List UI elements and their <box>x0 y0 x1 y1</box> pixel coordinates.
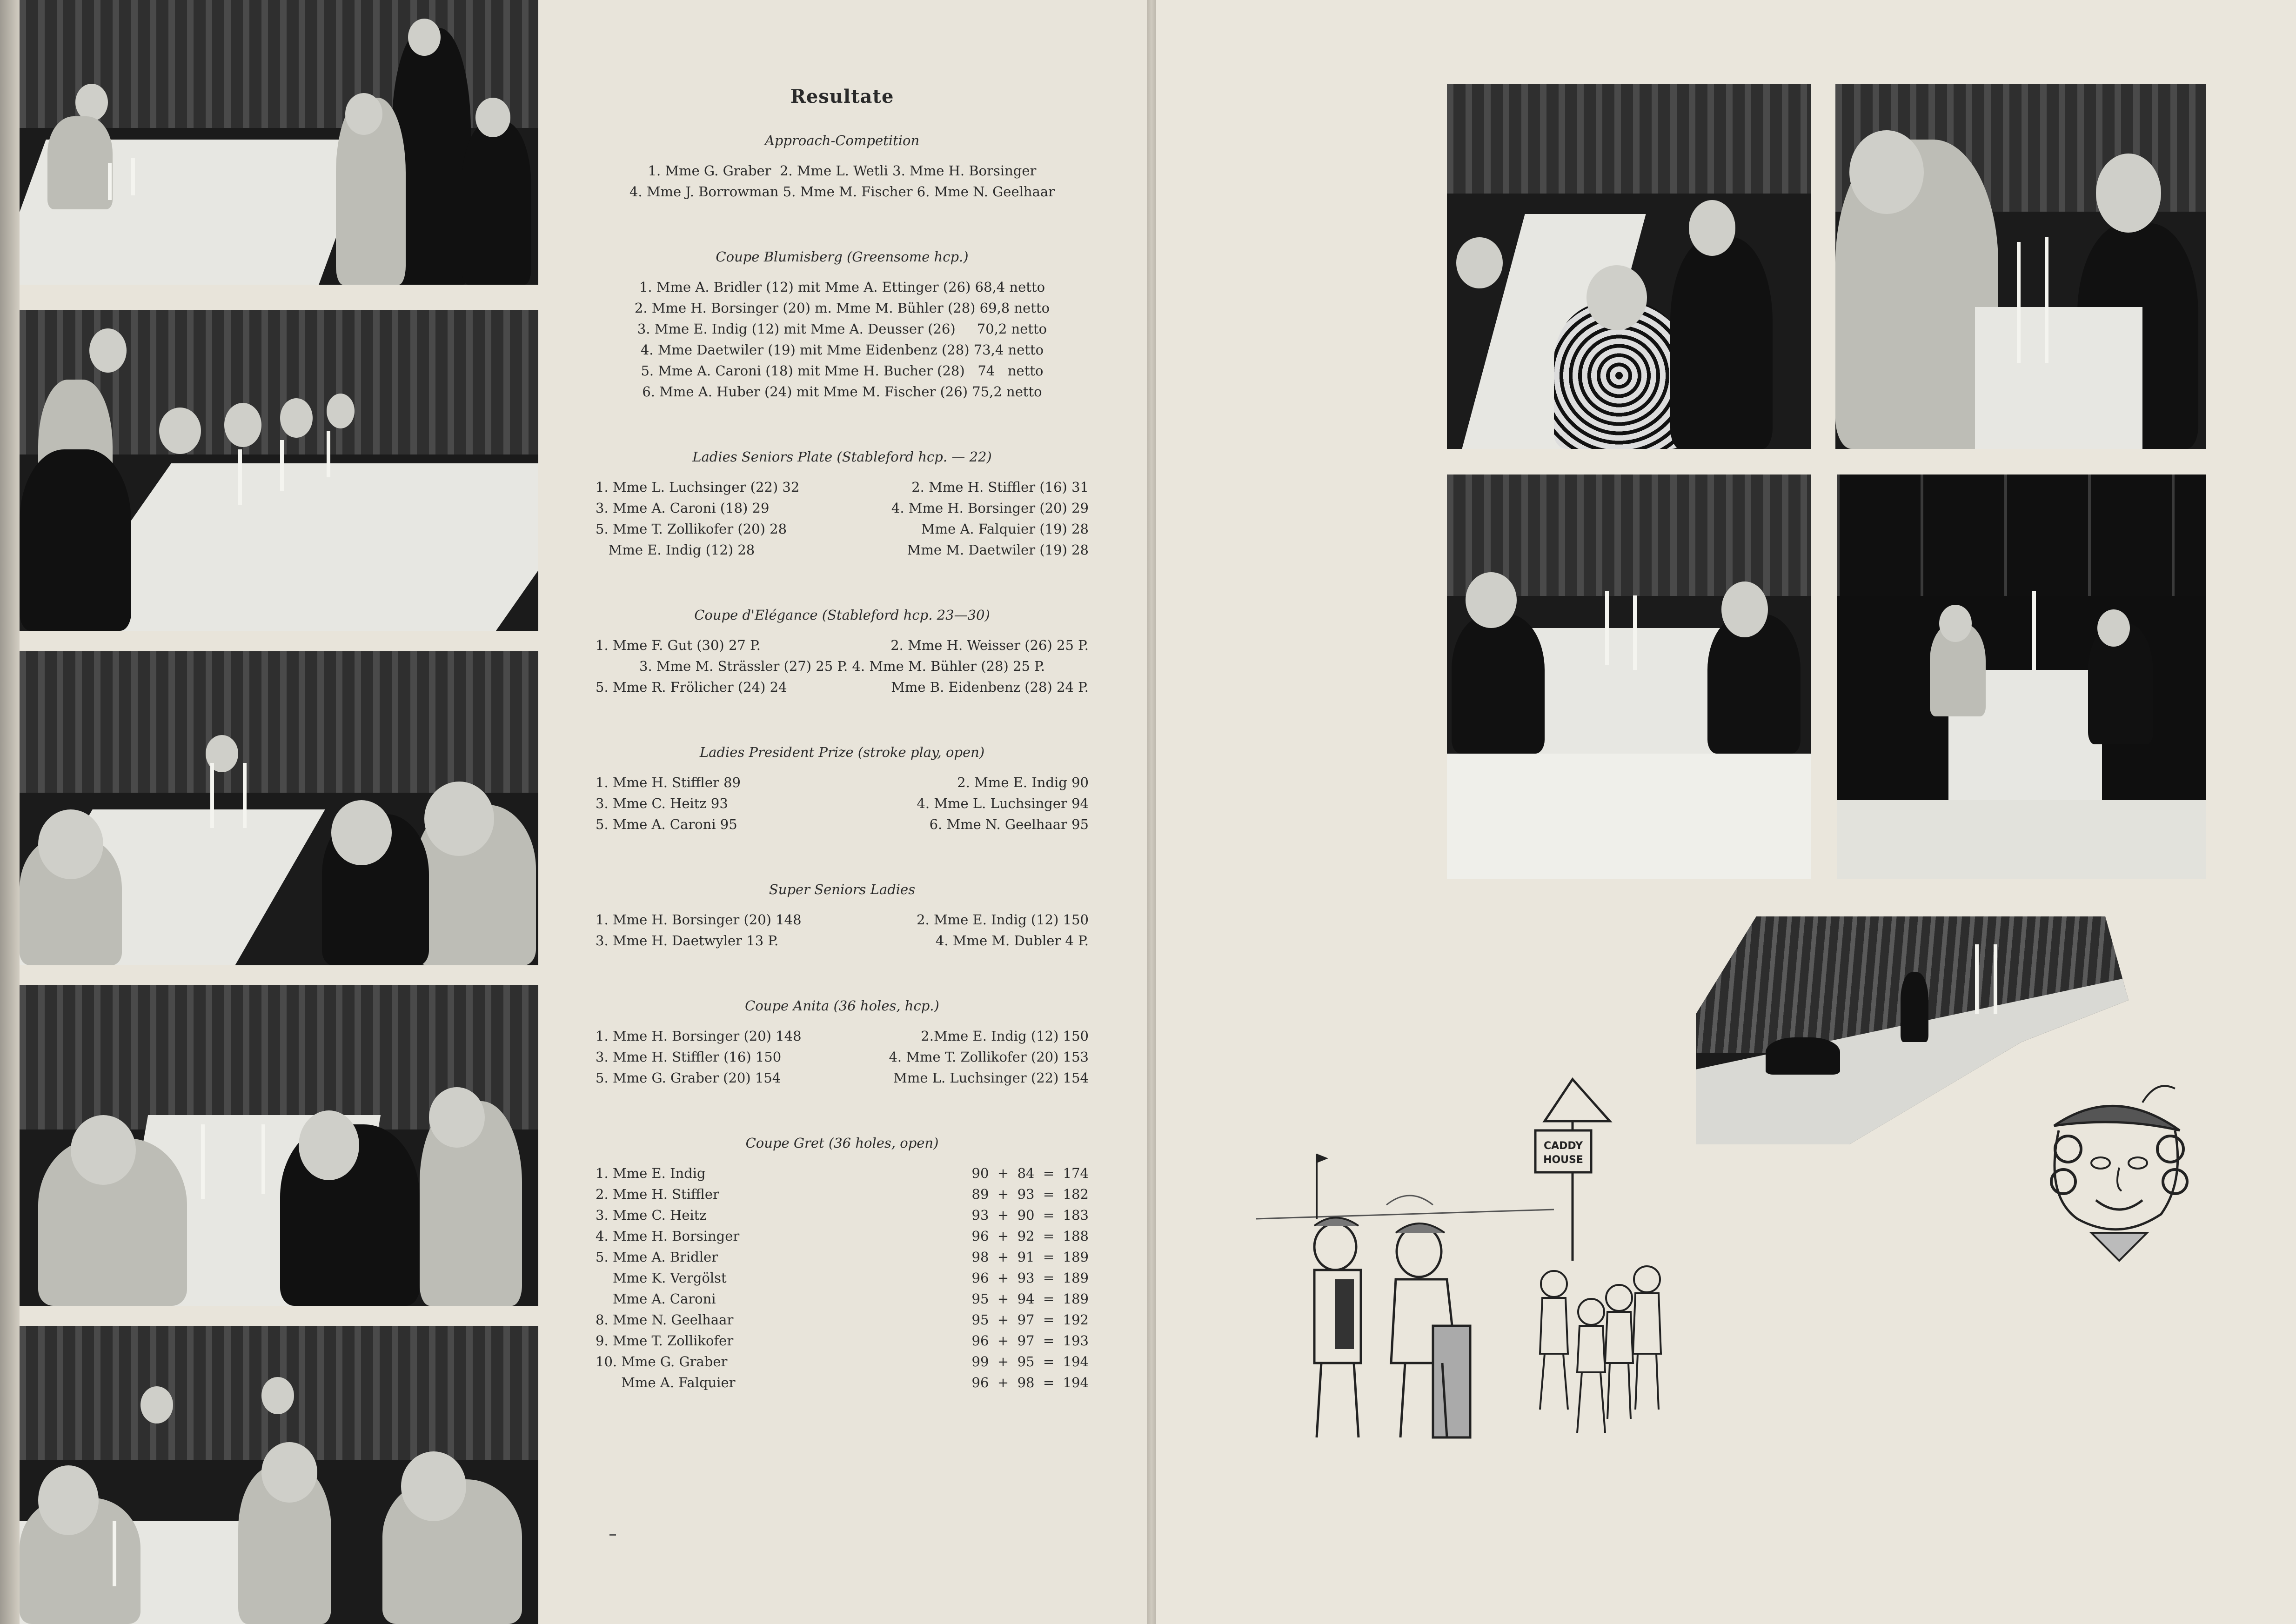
player-score: 89 + 93 = 182 <box>971 1186 1089 1202</box>
player-score: 96 + 98 = 194 <box>971 1375 1089 1390</box>
section-heading: Coupe Blumisberg (Greensome hcp.) <box>716 249 969 265</box>
result-row <box>596 277 1089 298</box>
gret-row <box>596 1289 1089 1310</box>
player-score: 99 + 95 = 194 <box>971 1354 1089 1370</box>
result-row <box>596 635 1089 656</box>
result-cell: 2. Mme E. Indig 90 <box>957 775 1089 790</box>
hat-lady-cartoon <box>2026 1075 2212 1307</box>
player-name: Mme K. Vergölst <box>596 1270 727 1286</box>
gret-row <box>596 1372 1089 1393</box>
result-cell: 5. Mme A. Caroni (18) mit Mme H. Bucher (28) 74 netto <box>641 363 1044 379</box>
left-page <box>0 0 1147 1624</box>
results-section <box>596 996 1089 1089</box>
result-cell: 1. Mme A. Bridler (12) mit Mme A. Ettinger (26) 68,4 netto <box>639 279 1045 295</box>
result-cell: Mme A. Falquier (19) 28 <box>921 521 1089 537</box>
coupe-gret-section <box>596 1133 1089 1393</box>
section-heading: Super Seniors Ladies <box>769 882 916 897</box>
result-cell: 1. Mme F. Gut (30) 27 P. <box>596 637 761 653</box>
section-heading: Ladies Seniors Plate (Stableford hcp. — 22) <box>692 449 992 465</box>
results-section <box>596 879 1089 951</box>
player-name: Mme A. Caroni <box>596 1291 716 1307</box>
gret-rows <box>596 1163 1089 1393</box>
player-name: 1. Mme E. Indig <box>596 1165 706 1181</box>
result-cell: 1. Mme H. Borsinger (20) 148 <box>596 912 802 928</box>
result-cell: 4. Mme L. Luchsinger 94 <box>917 795 1089 811</box>
result-cell: 2. Mme H. Stiffler (16) 31 <box>911 479 1089 495</box>
result-row <box>596 930 1089 951</box>
result-row <box>596 160 1089 181</box>
gret-row <box>596 1247 1089 1268</box>
player-score: 95 + 94 = 189 <box>971 1291 1089 1307</box>
result-cell: 2. Mme E. Indig (12) 150 <box>917 912 1089 928</box>
result-cell: 1. Mme H. Borsinger (20) 148 <box>596 1028 802 1044</box>
dinner-photo-3 <box>20 651 538 965</box>
section-heading: Coupe d'Elégance (Stableford hcp. 23—30) <box>694 607 990 623</box>
results-section <box>596 605 1089 698</box>
result-cell: 6. Mme A. Huber (24) mit Mme M. Fischer (26) 75,2 netto <box>642 384 1042 400</box>
result-cell: 1. Mme H. Stiffler 89 <box>596 775 741 790</box>
result-row <box>596 1068 1089 1089</box>
result-cell: 5. Mme G. Graber (20) 154 <box>596 1070 781 1086</box>
result-cell: 4. Mme Daetwiler (19) mit Mme Eidenbenz (28) 73,4 netto <box>640 342 1044 358</box>
player-score: 90 + 84 = 174 <box>971 1165 1089 1181</box>
result-cell: 4. Mme H. Borsinger (20) 29 <box>891 500 1089 516</box>
dinner-photo-2 <box>20 310 538 631</box>
player-name: 10. Mme G. Graber <box>596 1354 728 1370</box>
result-cell: 4. Mme T. Zollikofer (20) 153 <box>889 1049 1089 1065</box>
result-row <box>596 319 1089 340</box>
gret-row <box>596 1163 1089 1184</box>
result-cell: 2. Mme H. Weisser (26) 25 P. <box>890 637 1089 653</box>
player-score: 96 + 97 = 193 <box>971 1333 1089 1349</box>
gret-row <box>596 1184 1089 1205</box>
player-score: 96 + 93 = 189 <box>971 1270 1089 1286</box>
result-row <box>596 298 1089 319</box>
result-cell: Mme M. Daetwiler (19) 28 <box>907 542 1089 558</box>
result-cell: 3. Mme H. Daetwyler 13 P. <box>596 933 779 949</box>
results-section <box>596 247 1089 402</box>
result-row <box>596 1047 1089 1068</box>
section-heading: Approach-Competition <box>764 133 920 148</box>
dinner-photo-4 <box>20 985 538 1306</box>
gret-row <box>596 1268 1089 1289</box>
result-cell: 2.Mme E. Indig (12) 150 <box>921 1028 1089 1044</box>
results-section <box>596 447 1089 561</box>
dinner-photo-5 <box>20 1326 538 1624</box>
player-score: 96 + 92 = 188 <box>971 1228 1089 1244</box>
result-cell: 2. Mme H. Borsinger (20) m. Mme M. Bühler (28) 69,8 netto <box>634 300 1050 316</box>
result-cell: 3. Mme E. Indig (12) mit Mme A. Deusser (26) 70,2 netto <box>637 321 1047 337</box>
page-mark <box>609 1534 616 1536</box>
results-section <box>596 742 1089 835</box>
diner-photo-b <box>1835 84 2206 449</box>
result-row <box>596 814 1089 835</box>
player-name: 9. Mme T. Zollikofer <box>596 1333 734 1349</box>
result-cell: 4. Mme J. Borrowman 5. Mme M. Fischer 6. Mme N. Geelhaar <box>629 184 1055 200</box>
right-page <box>1156 0 2296 1624</box>
results-title: Resultate <box>790 86 894 107</box>
player-name: 3. Mme C. Heitz <box>596 1207 707 1223</box>
result-row <box>596 498 1089 519</box>
gret-row <box>596 1205 1089 1226</box>
result-cell: 1. Mme L. Luchsinger (22) 32 <box>596 479 800 495</box>
dinner-photo-1 <box>20 0 538 285</box>
diner-photo-a <box>1447 84 1811 449</box>
caddy-house-cartoon <box>1256 1065 1852 1475</box>
page-edge <box>0 0 20 1624</box>
results-section <box>596 130 1089 202</box>
player-name: 5. Mme A. Bridler <box>596 1249 718 1265</box>
gret-row <box>596 1226 1089 1247</box>
svg-text:HOUSE: HOUSE <box>1543 1154 1583 1166</box>
player-score: 93 + 90 = 183 <box>971 1207 1089 1223</box>
gret-row <box>596 1310 1089 1330</box>
result-row <box>596 477 1089 498</box>
results-column <box>596 74 1089 1437</box>
result-row <box>596 772 1089 793</box>
result-cell: Mme L. Luchsinger (22) 154 <box>893 1070 1089 1086</box>
result-row <box>596 381 1089 402</box>
player-name: Mme A. Falquier <box>596 1375 736 1390</box>
section-heading: Coupe Gret (36 holes, open) <box>745 1135 939 1151</box>
player-score: 98 + 91 = 189 <box>971 1249 1089 1265</box>
result-row <box>596 181 1089 202</box>
result-cell: 5. Mme T. Zollikofer (20) 28 <box>596 521 787 537</box>
result-cell: 6. Mme N. Geelhaar 95 <box>929 816 1089 832</box>
result-row <box>596 361 1089 381</box>
result-row <box>596 340 1089 361</box>
gret-row <box>596 1330 1089 1351</box>
result-row <box>596 793 1089 814</box>
caddy-sign-text: CADDY <box>1543 1140 1583 1152</box>
result-row <box>596 519 1089 540</box>
player-name: 4. Mme H. Borsinger <box>596 1228 740 1244</box>
result-row <box>596 1026 1089 1047</box>
book-spine <box>1147 0 1156 1624</box>
diner-photo-d <box>1837 475 2206 879</box>
result-cell: Mme E. Indig (12) 28 <box>596 542 755 558</box>
result-cell: 3. Mme A. Caroni (18) 29 <box>596 500 770 516</box>
result-row <box>596 656 1089 677</box>
player-name: 8. Mme N. Geelhaar <box>596 1312 734 1328</box>
result-cell: 1. Mme G. Graber 2. Mme L. Wetli 3. Mme H. Borsinger <box>648 163 1037 179</box>
result-cell: 3. Mme M. Strässler (27) 25 P. 4. Mme M. Bühler (28) 25 P. <box>639 658 1045 674</box>
player-name: 2. Mme H. Stiffler <box>596 1186 719 1202</box>
gret-row <box>596 1351 1089 1372</box>
result-cell: 3. Mme H. Stiffler (16) 150 <box>596 1049 782 1065</box>
result-row <box>596 909 1089 930</box>
player-score: 95 + 97 = 192 <box>971 1312 1089 1328</box>
result-cell: 5. Mme A. Caroni 95 <box>596 816 737 832</box>
results-sections <box>596 130 1089 1089</box>
result-cell: 3. Mme C. Heitz 93 <box>596 795 728 811</box>
result-cell: 5. Mme R. Frölicher (24) 24 <box>596 679 787 695</box>
section-heading: Ladies President Prize (stroke play, open) <box>699 744 985 760</box>
result-row <box>596 677 1089 698</box>
result-row <box>596 540 1089 561</box>
section-heading: Coupe Anita (36 holes, hcp.) <box>745 998 939 1014</box>
result-cell: 4. Mme M. Dubler 4 P. <box>935 933 1089 949</box>
result-cell: Mme B. Eidenbenz (28) 24 P. <box>891 679 1089 695</box>
diner-photo-c <box>1447 475 1811 879</box>
